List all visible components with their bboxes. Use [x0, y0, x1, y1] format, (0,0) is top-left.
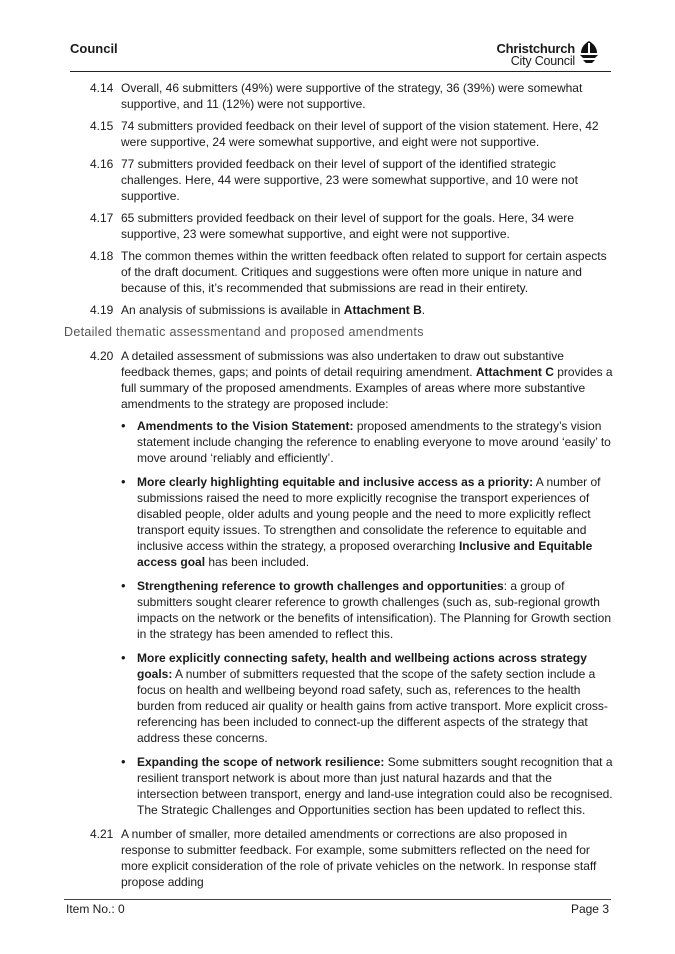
- footer-rule: [64, 899, 611, 900]
- bullet-dot-icon: •: [121, 650, 126, 665]
- text-after: .: [421, 303, 426, 317]
- paragraph-text: [121, 348, 613, 412]
- bullet-bold-inline: Inclusive and Equitable access goal: [137, 539, 593, 569]
- paragraph-4-19: [90, 302, 613, 318]
- text-before: An analysis of submissions is available in: [121, 303, 344, 317]
- list-item: [121, 474, 613, 570]
- paragraph-number: 4.19: [90, 303, 114, 317]
- attachment-b-reference: Attachment B: [343, 303, 422, 317]
- paragraph-text: Overall, 46 submitters (49%) were supportive of the strategy, 36 (39%) were somewhat supportive, and 11 (12%) were not supportive.: [121, 81, 583, 111]
- text-after: provides a full summary of the proposed amendments. Examples of areas where more substantive amendments to the strategy are proposed include:: [121, 365, 613, 411]
- list-item: [121, 754, 613, 818]
- paragraph-number: 4.17: [90, 211, 114, 225]
- paragraphs-top: [0, 80, 675, 296]
- list-item: [121, 418, 613, 466]
- paragraph-4-15: [90, 118, 613, 150]
- footer-item-number: Item No.: 0: [66, 902, 125, 916]
- bullet-text: Some submitters sought recognition that a resilient transport network is about more than just natural hazards and that the intersection between transport, energy and land-use integration could also be recognised. The Strategic Challenges and Opportunities section has been updated to reflect this.: [137, 755, 613, 817]
- logo-line2: City Council: [510, 53, 575, 68]
- bullet-heading: More clearly highlighting equitable and inclusive access as a priority:: [137, 475, 534, 489]
- bullet-text-after: has been included.: [205, 555, 310, 569]
- bullet-text: : a group of submitters sought clearer reference to growth challenges (such as, sub-regional growth impacts on the network or the benefits of intensification). The Planning for Growth section in the strategy has been amended to reflect this.: [137, 579, 612, 641]
- paragraph-4-16: [90, 156, 613, 204]
- bullet-dot-icon: •: [121, 418, 126, 433]
- paragraph-number: 4.16: [90, 157, 114, 171]
- paragraph-number: 4.20: [90, 349, 114, 363]
- paragraph-4-20: [90, 348, 613, 412]
- paragraph-4-21: [90, 826, 613, 890]
- paragraph-text: 65 submitters provided feedback on their level of support for the goals. Here, 34 were supportive, 23 were somewhat supportive, and eight were not supportive.: [121, 211, 574, 241]
- paragraph-number: 4.15: [90, 119, 114, 133]
- paragraph-number: 4.18: [90, 249, 114, 263]
- attachment-c-reference: Attachment C: [475, 365, 554, 379]
- paragraph-text: [121, 302, 613, 318]
- bullet-text: proposed amendments to the strategy’s vision statement include changing the reference to enabling everyone to move around ‘easily’ to move around ‘reliably and efficiently’.: [137, 419, 611, 465]
- bullet-dot-icon: •: [121, 578, 126, 593]
- header-rule: [70, 71, 611, 72]
- section-subheading: Detailed thematic assessmentand and proposed amendments: [64, 325, 424, 339]
- paragraph-text: 77 submitters provided feedback on their level of support of the identified strategic challenges. Here, 44 were supportive, 23 were somewhat supportive, and 10 were not supportive.: [121, 157, 578, 203]
- paragraph-text: The common themes within the written feedback often related to support for certain aspects of the draft document. Critiques and suggestions were often more unique in nature and because of this, it’s recommended that submissions are read in their entirety.: [121, 249, 607, 295]
- paragraph-4-17: [90, 210, 613, 242]
- council-logo: [496, 40, 600, 69]
- header-title: Council: [70, 41, 118, 56]
- footer-page-number: Page 3: [570, 902, 609, 916]
- paragraph-number: 4.14: [90, 81, 114, 95]
- bullet-dot-icon: •: [121, 474, 126, 489]
- bullet-heading: Expanding the scope of network resilience:: [137, 755, 385, 769]
- logo-line1: Christchurch: [496, 40, 575, 56]
- bullet-text: A number of submitters requested that the scope of the safety section include a focus on health and wellbeing beyond road safety, such as, references to the health burden from reduced air quality or health gains from active transport. More explicit cross-referencing has been included to connect-up the different aspects of the strategy that address these concerns.: [137, 667, 608, 745]
- bullet-heading: More explicitly connecting safety, health and wellbeing actions across strategy goals:: [137, 651, 587, 681]
- paragraph-text: A number of smaller, more detailed amendments or corrections are also proposed in response to submitter feedback. For example, some submitters reflected on the need for more explicit consideration of the role of private vehicles on the network. In response staff propose adding: [121, 827, 597, 889]
- paragraph-text: 74 submitters provided feedback on their level of support of the vision statement. Here, 42 were supportive, 24 were somewhat supportive, and eight were not supportive.: [121, 119, 599, 149]
- bullet-heading: Strengthening reference to growth challenges and opportunities: [137, 579, 504, 593]
- paragraph-number: 4.21: [90, 827, 114, 841]
- bullet-dot-icon: •: [121, 754, 126, 769]
- paragraph-4-14: [90, 80, 613, 112]
- list-item: [121, 650, 613, 746]
- paragraph-4-18: [90, 248, 613, 296]
- text-before: A detailed assessment of submissions was also undertaken to draw out substantive feedback themes, gaps; and points of detail requiring amendment.: [121, 349, 564, 379]
- cathedral-logo-icon: [578, 40, 600, 69]
- amendments-list: [121, 418, 613, 818]
- list-item: [121, 578, 613, 642]
- bullet-heading: Amendments to the Vision Statement:: [137, 419, 354, 433]
- document-body: [0, 80, 675, 896]
- bullet-text: A number of submissions raised the need to more explicitly recognise the transport experiences of disabled people, older adults and young people and the need to more explicitly reflect transport equity issues. To strengthen and consolidate the reference to equitable and inclusive access within the strategy, a proposed overarching: [137, 475, 601, 553]
